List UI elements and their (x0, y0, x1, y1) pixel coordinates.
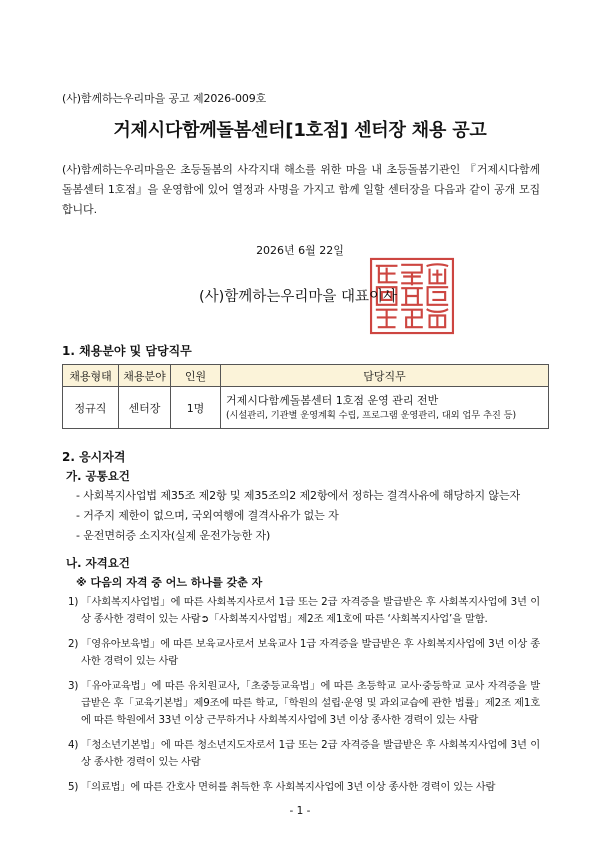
common-requirements-list (76, 486, 540, 546)
item-text: 「유아교육법」에 따른 유치원교사,「초중등교육법」에 따른 초등학교 교사·중등학교 교사 자격증을 발급받은 후「교육기본법」제9조에 따른 학교,「학원의 설립·운영 및 과외교습에 관한 법률」제2조 제1호에 따른 학원에서 33년 이상 근무하거나 사회복지사업에 3년 이상 종사한 경력이 있는 사람 (81, 680, 540, 726)
intro-paragraph: (사)함께하는우리마을은 초등돌봄의 사각지대 해소를 위한 마을 내 초등돌봄기관인 『거제시다함께돌봄센터 1호점』을 운영함에 있어 열정과 사명을 가지고 함께 일할 센터장을 다음과 같이 공개 모집합니다. (62, 163, 540, 216)
cell-headcount: 1명 (171, 387, 221, 429)
section-2-heading: 2. 응시자격 (62, 450, 126, 464)
qualification-list (68, 594, 540, 804)
header-duty: 담당직무 (221, 365, 549, 387)
item-number: 1) (68, 596, 79, 608)
cell-duty (221, 387, 549, 429)
item-text: 「청소년기본법」에 따른 청소년지도자로서 1급 또는 2급 자격증을 발급받은 후 사회복지사업에 3년 이상 종사한 경력이 있는 사람 (81, 739, 540, 768)
common-requirements-heading: 가. 공통요건 (66, 469, 130, 483)
official-seal (369, 257, 455, 335)
table-row (63, 387, 549, 429)
qualification-item (68, 678, 540, 729)
qualification-item (68, 737, 540, 771)
list-item: - 거주지 제한이 없으며, 국외여행에 결격사유가 없는 자 (76, 509, 339, 522)
issuer-signature: (사)함께하는우리마을 대표이사 (198, 289, 397, 305)
qualification-item (68, 636, 540, 670)
item-text: 「영유아보육법」에 따른 보육교사로서 보육교사 1급 자격증을 발급받은 후 사회복지사업에 3년 이상 종사한 경력이 있는 사람 (81, 638, 540, 667)
header-field: 채용분야 (119, 365, 171, 387)
list-item: - 운전면허증 소지자(실제 운전가능한 자) (76, 529, 271, 542)
duty-detail-text: (시설관리, 기관별 운영계획 수립, 프로그램 운영관리, 대외 업무 추진 등) (226, 409, 516, 421)
header-employment-type: 채용형태 (63, 365, 119, 387)
item-text: 「의료법」에 따른 간호사 면허를 취득한 후 사회복지사업에 3년 이상 종사한 경력이 있는 사람 (81, 781, 496, 793)
page-number: - 1 - (289, 805, 311, 817)
item-number: 3) (68, 680, 79, 692)
item-number: 2) (68, 638, 79, 650)
notice-number: (사)함께하는우리마을 공고 제2026-009호 (62, 92, 267, 105)
cell-field: 센터장 (119, 387, 171, 429)
announcement-date: 2026년 6월 22일 (256, 244, 344, 257)
header-headcount: 인원 (171, 365, 221, 387)
table-header-row (63, 365, 549, 387)
qualification-heading: 나. 자격요건 (66, 556, 130, 570)
qualification-item (68, 779, 540, 796)
document-title: 거제시다함께돌봄센터[1호점] 센터장 채용 공고 (113, 120, 487, 141)
duty-main-text: 거제시다함께돌봄센터 1호점 운영 관리 전반 (226, 393, 439, 407)
item-number: 4) (68, 739, 79, 751)
qualification-note: ※ 다음의 자격 중 어느 하나를 갖춘 자 (76, 576, 263, 589)
cell-employment-type: 정규직 (63, 387, 119, 429)
list-item: - 사회복지사업법 제35조 제2항 및 제35조의2 제2항에서 정하는 결격사유에 해당하지 않는자 (76, 489, 521, 502)
job-field-table (62, 364, 549, 429)
item-number: 5) (68, 781, 79, 793)
section-1-heading: 1. 채용분야 및 담당직무 (62, 344, 192, 358)
qualification-item (68, 594, 540, 628)
item-text: 「사회복지사업법」에 따른 사회복지사로서 1급 또는 2급 자격증을 발급받은 후 사회복지사업에 3년 이상 종사한 경력이 있는 사람➲「사회복지사업법」제2조 제1호에 따른 ‘사회복지사업’을 말함. (81, 596, 540, 625)
